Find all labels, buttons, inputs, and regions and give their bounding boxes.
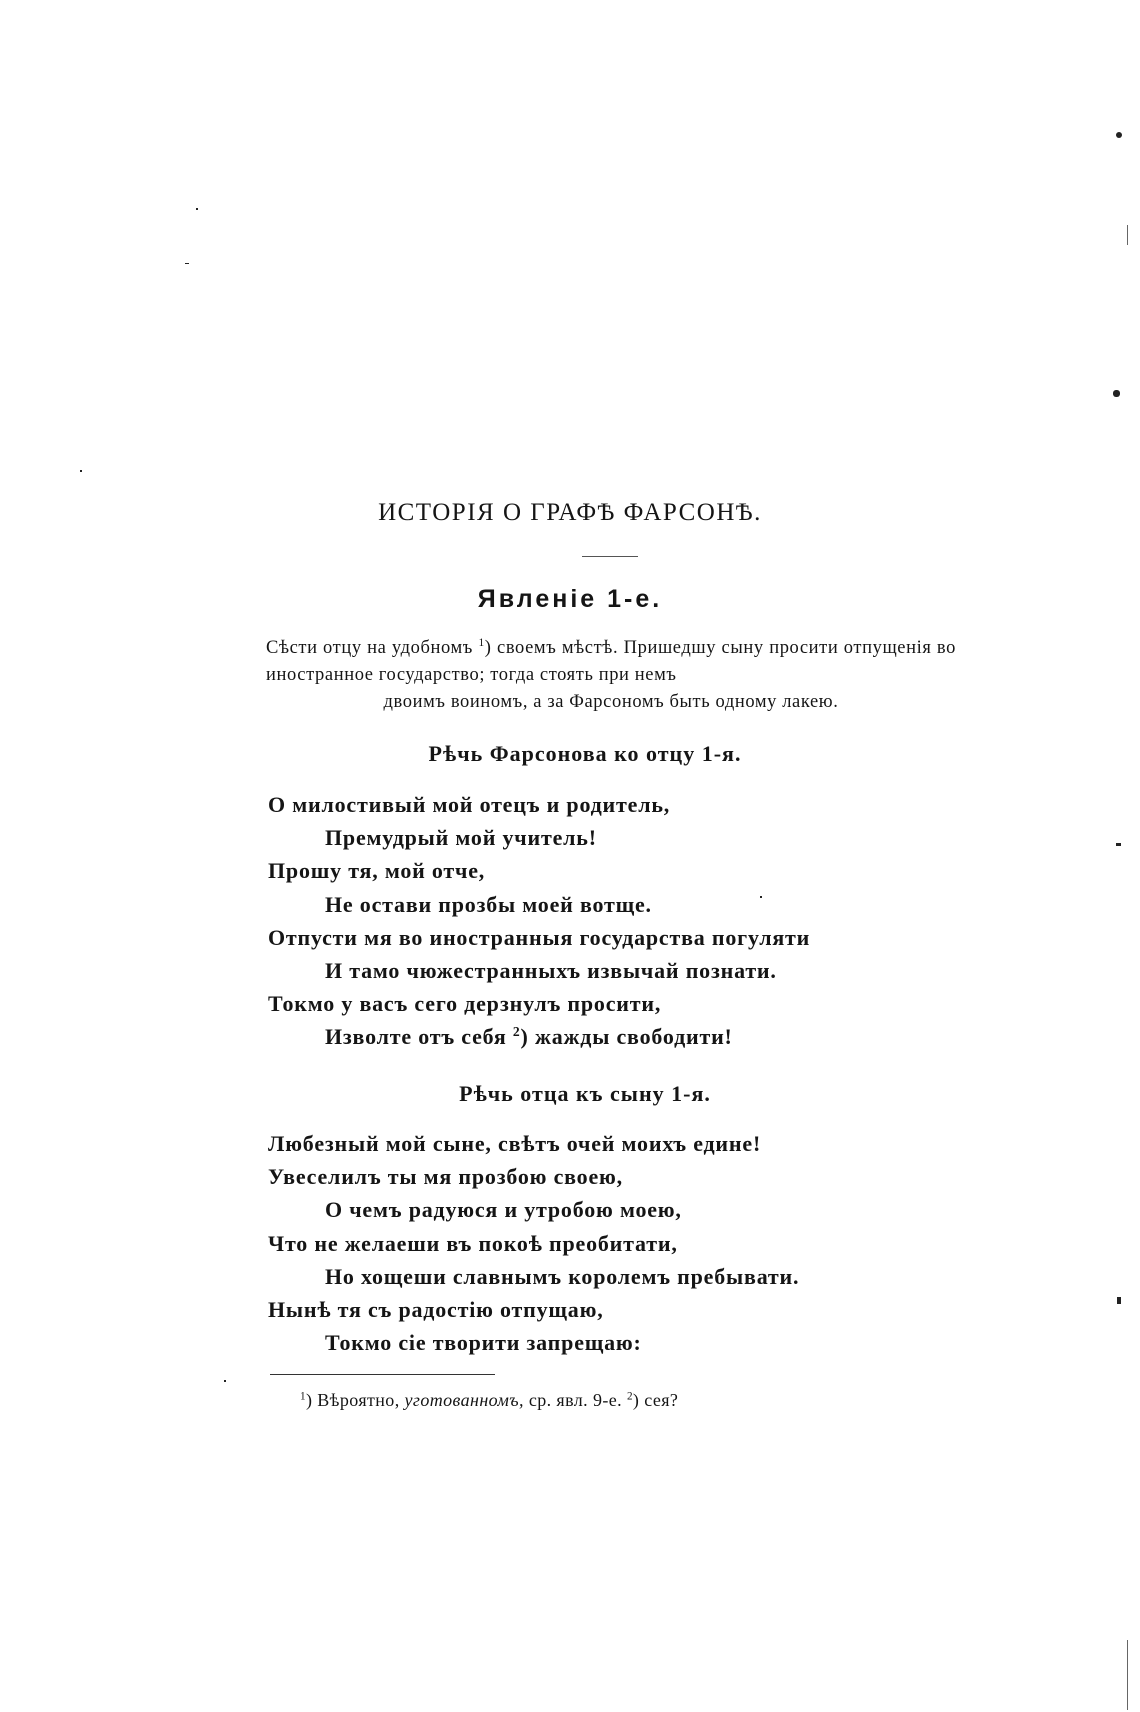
stage-direction-text: своемъ мѣстѣ. Пришедшу сыну просити отпущенія во иностранное государство; тогда стоять при немъ	[266, 638, 956, 685]
verse-line: Прошу тя, мой отче,	[268, 858, 486, 884]
verse-text: жажды свободити!	[534, 1024, 733, 1050]
verse-line: Токмо у васъ сего дерзнулъ просити,	[268, 991, 662, 1017]
verse-line: О милостивый мой отецъ и родитель,	[268, 792, 671, 817]
verse-line: Не остави прозбы моей вотще.	[325, 891, 652, 917]
footnote-divider	[270, 1374, 495, 1375]
verse-line: Нынѣ тя съ радостію отпущаю,	[268, 1296, 604, 1322]
verse-text: Изволте отъ себя	[325, 1024, 507, 1050]
footnote-marker: 2	[626, 1390, 633, 1403]
speech-heading-1: Рѣчь Фарсонова ко отцу 1-я.	[428, 741, 742, 766]
verse-line: Премудрый мой учитель!	[325, 825, 597, 851]
stage-direction: Сѣсти отцу на удобномъ $^1$) своемъ мѣстѣ. Пришедшу сыну просити отпущенія во иностранное государство; тогда стоять при немъ двоимъ воиномъ, а за Фарсономъ быть одному лакею.	[266, 635, 956, 716]
footnotes: $^1$) Вѣроятно, уготованномъ, ср. явл. 9-е. $^2$) сея?	[300, 1390, 679, 1410]
verse-line: Что не желаеши въ покоѣ преобитати,	[268, 1230, 678, 1256]
stage-direction-text: Сѣсти отцу на удобномъ	[266, 638, 473, 658]
verse-line: О чемъ радуюся и утробою моею,	[325, 1197, 682, 1223]
footnote-text: сея?	[644, 1390, 679, 1410]
footnote-text: Вѣроятно,	[317, 1390, 400, 1410]
footnote-marker: 1	[300, 1390, 306, 1403]
title-divider	[582, 556, 638, 557]
scan-speck	[185, 263, 189, 264]
verse-line: Но хощеши славнымъ королемъ пребывати.	[325, 1263, 800, 1289]
footnote-italic-text: уготованномъ,	[404, 1390, 524, 1410]
verse-line: Увеселилъ ты мя прозбою своею,	[268, 1164, 623, 1190]
scan-edge-line	[1127, 1640, 1128, 1710]
footnote-marker: 2	[512, 1024, 521, 1040]
verse-line: Изволте отъ себя $^2$) жажды свободити!	[325, 1024, 733, 1050]
footnote-text: ср. явл. 9-е.	[528, 1390, 623, 1410]
page-title: ИСТОРІЯ О ГРАФѢ ФАРСОНѢ.	[378, 499, 762, 526]
verse-block-1	[268, 788, 968, 1054]
scan-speck	[1116, 843, 1121, 846]
scan-edge-line	[1127, 225, 1128, 245]
footnote-marker: 1	[478, 637, 485, 650]
verse-line: Токмо сіе творити запрещаю:	[325, 1330, 642, 1356]
scan-speck	[1116, 132, 1122, 138]
scan-speck	[1117, 1297, 1121, 1304]
verse-line: Любезный мой сыне, свѣтъ очей моихъ едине!	[268, 1131, 762, 1156]
scene-heading: Явленіе 1-е.	[477, 585, 663, 613]
scan-speck	[224, 1380, 226, 1382]
scan-speck	[1113, 390, 1120, 397]
verse-block-2	[268, 1127, 968, 1359]
verse-line: Отпусти мя во иностранныя государства погуляти	[268, 924, 811, 950]
scan-speck	[196, 208, 198, 210]
speech-heading-2: Рѣчь отца къ сыну 1-я.	[459, 1081, 711, 1106]
scan-speck	[80, 470, 82, 472]
verse-line: И тамо чюжестранныхъ извычай познати.	[325, 957, 777, 983]
stage-direction-last-line: двоимъ воиномъ, а за Фарсономъ быть одному лакею.	[383, 692, 839, 712]
